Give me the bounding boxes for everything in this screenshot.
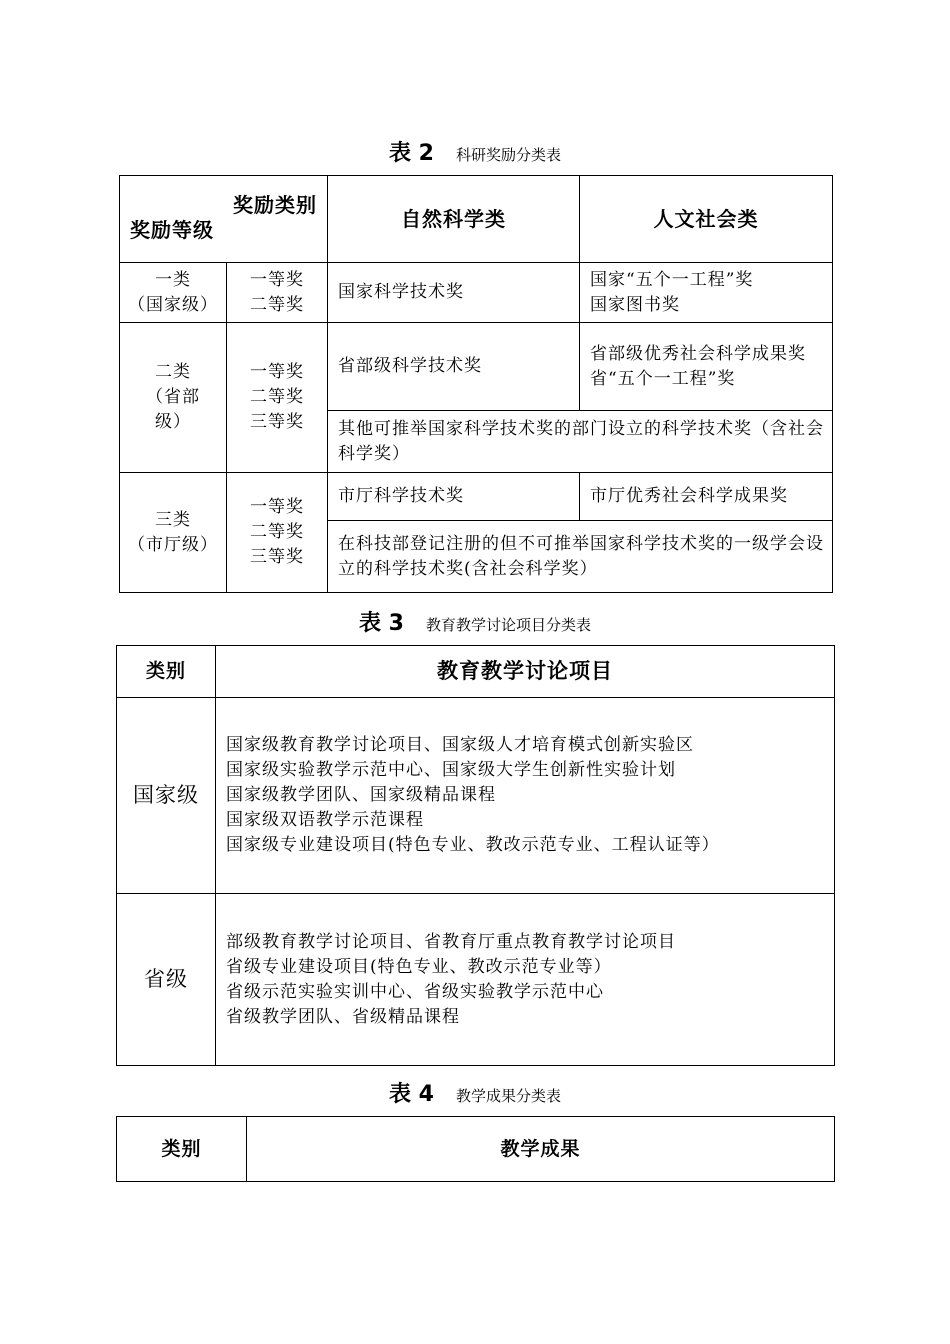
table2-row1-natural: 国家科学技术奖: [328, 263, 580, 323]
grade-line: 一等奖: [250, 269, 304, 290]
table2-header-natural: 自然科学类: [328, 176, 580, 263]
table4-caption-title: 教学成果分类表: [455, 1087, 561, 1105]
table2-row1-level: [120, 263, 227, 323]
level-line: （省部: [146, 387, 200, 407]
table2-row3-merged: 在科技部登记注册的但不可推举国家科学技术奖的一级学会设立的科学技术奖(含社会科学奖）: [328, 521, 833, 593]
table2-row2-level: [120, 323, 227, 473]
project-line: 国家级教学团队、国家级精品课程: [226, 785, 496, 805]
grade-line: 一等奖: [250, 497, 304, 517]
project-line: 省级教学团队、省级精品课程: [226, 1006, 460, 1027]
table2-row2-natural: 省部级科学技术奖: [328, 323, 580, 411]
table2-row-provincial: [120, 323, 833, 411]
table3-provincial-label: 省级: [117, 894, 216, 1066]
table2-header-diagonal-cell: [120, 176, 328, 263]
grade-line: 三等奖: [250, 412, 304, 432]
table3-teaching-projects: [116, 645, 835, 1066]
table3-header-category: 类别: [117, 646, 216, 698]
table3-caption: [0, 606, 950, 637]
table2-research-awards: [119, 175, 833, 593]
humanities-line: 国家图书奖: [590, 294, 680, 315]
humanities-line: 国家“五个一工程”奖: [590, 269, 754, 290]
humanities-line: 省部级优秀社会科学成果奖: [590, 343, 806, 364]
table4-caption-number: 表 4: [389, 1082, 434, 1107]
project-line: 省级专业建设项目(特色专业、教改示范专业等）: [226, 956, 612, 977]
table2-row-national: [120, 263, 833, 323]
table2-caption-title: 科研奖励分类表: [455, 146, 561, 164]
table3-caption-number: 表 3: [359, 611, 404, 636]
table4-caption: [0, 1077, 950, 1108]
table3-national-items: [216, 698, 835, 894]
table2-row1-humanities: [580, 263, 833, 323]
table3-caption-title: 教育教学讨论项目分类表: [425, 616, 591, 634]
table2-row3-natural: 市厅科学技术奖: [328, 473, 580, 521]
project-line: 部级教育教学讨论项目、省教育厅重点教育教学讨论项目: [226, 931, 676, 952]
table4-teaching-results: [116, 1116, 835, 1182]
table2-row2-merged: 其他可推举国家科学技术奖的部门设立的科学技术奖（含社会科学奖）: [328, 411, 833, 473]
grade-line: 二等奖: [250, 522, 304, 542]
table2-row1-grades: [227, 263, 328, 323]
table3-row-national: [117, 698, 835, 894]
grade-line: 一等奖: [250, 362, 304, 382]
table2-row3-grades: [227, 473, 328, 593]
table3-header-project: 教育教学讨论项目: [216, 646, 835, 698]
table4-header-result: 教学成果: [247, 1117, 835, 1182]
table2-row2-grades: [227, 323, 328, 473]
level-line: 一类: [155, 269, 191, 290]
table2-row2-humanities: [580, 323, 833, 411]
grade-line: 二等奖: [250, 387, 304, 407]
table4-header-category: 类别: [117, 1117, 247, 1182]
table3-row-provincial: [117, 894, 835, 1066]
level-line: 三类: [155, 509, 191, 530]
level-line: 级）: [155, 412, 191, 432]
project-line: 国家级教育教学讨论项目、国家级人才培育模式创新实验区: [226, 735, 694, 755]
table2-header-level: 奖励等级: [130, 218, 214, 242]
grade-line: 三等奖: [250, 547, 304, 567]
grade-line: 二等奖: [250, 294, 304, 315]
table2-caption: [0, 136, 950, 167]
table3-national-label: 国家级: [117, 698, 216, 894]
project-line: 国家级双语教学示范课程: [226, 810, 424, 830]
project-line: 国家级实验教学示范中心、国家级大学生创新性实验计划: [226, 760, 676, 780]
table2-header-category: 奖励类别: [233, 193, 317, 217]
table2-header-row: [120, 176, 833, 263]
level-line: 二类: [155, 362, 191, 382]
table4-header-row: [117, 1117, 835, 1182]
project-line: 国家级专业建设项目(特色专业、教改示范专业、工程认证等）: [226, 835, 720, 855]
table2-row-municipal: [120, 473, 833, 521]
project-line: 省级示范实验实训中心、省级实验教学示范中心: [226, 981, 604, 1002]
humanities-line: 省“五个一工程”奖: [590, 368, 736, 389]
level-line: （市厅级）: [128, 534, 218, 555]
table3-header-row: [117, 646, 835, 698]
table2-header-humanities: 人文社会类: [580, 176, 833, 263]
level-line: （国家级）: [128, 294, 218, 315]
table3-provincial-items: [216, 894, 835, 1066]
table2-caption-number: 表 2: [389, 141, 434, 166]
table2-row3-humanities: 市厅优秀社会科学成果奖: [580, 473, 833, 521]
table2-row3-level: [120, 473, 227, 593]
